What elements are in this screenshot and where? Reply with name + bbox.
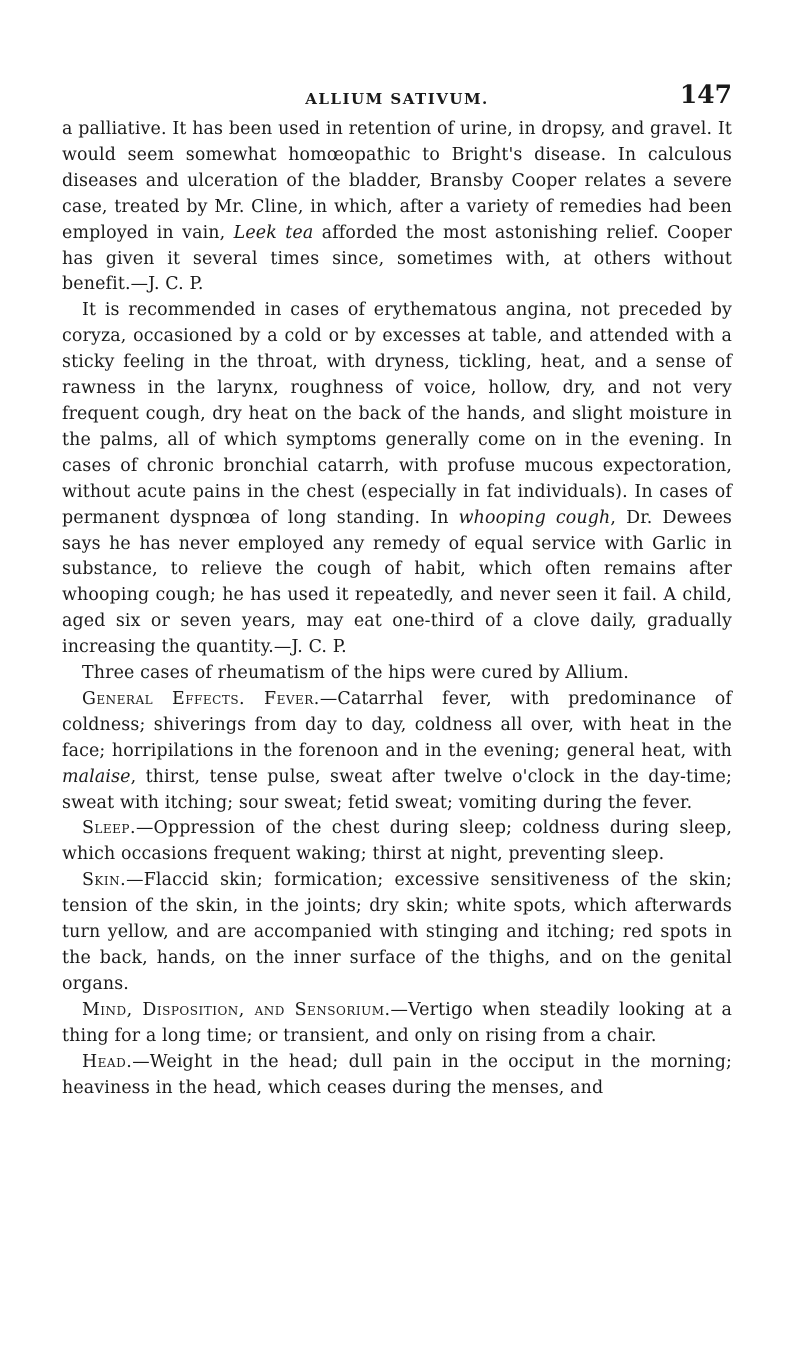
paragraph-general-effects-fever: [62, 687, 732, 817]
paragraph-skin: [62, 868, 732, 998]
text-run: —Weight in the head; dull pain in the occiput in the morning; heaviness in the head, which ceases during the menses, and: [62, 1051, 732, 1098]
italic-text: malaise: [62, 766, 131, 787]
paragraph-palliative: [62, 117, 732, 298]
section-heading: Head.: [82, 1051, 133, 1072]
text-run: —Oppression of the chest during sleep; coldness during sleep, which occasions frequent waking; thirst at night, preventing sleep.: [62, 818, 732, 865]
page-number: 147: [679, 80, 732, 109]
text-run: Three cases of rheumatism of the hips were cured by Allium.: [82, 663, 629, 684]
section-heading: General Effects. Fever.: [82, 688, 320, 709]
text-run: —Flaccid skin; formication; excessive sensitiveness of the skin; tension of the skin, in the joints; dry skin; white spots, which afterwards turn yellow, and are accompanied with stinging and itching; red spots in the back, hands, on the inner surface of the thighs, and on the genital organs.: [62, 870, 732, 994]
paragraph-rheumatism: [62, 661, 732, 687]
running-title: ALLIUM SATIVUM.: [305, 90, 489, 108]
text-run: , Dr. Dewees says he has never employed any remedy of equal service with Garlic in substance, to relieve the cough of habit, which often remains after whooping cough; he has used it repeatedly, and never seen it fail. A child, aged six or seven years, may eat one-third of a clove daily, gradually increasing the quantity.—J. C. P.: [62, 507, 733, 658]
section-heading: Skin.: [82, 870, 127, 891]
text-run: It is recommended in cases of erythematous angina, not preceded by coryza, occasioned by a cold or by excesses at table, and attended with a sticky feeling in the throat, with dryness, tickling, heat, and a sense of rawness in the larynx, roughness of voice, hollow, dry, and not very frequent cough, dry heat on the back of the hands, and slight moisture in the palms, all of which symptoms generally come on in the evening. In cases of chronic bronchial catarrh, with profuse mucous expectoration, without acute pains in the chest (especially in fat individuals). In cases of permanent dyspnœa of long standing. In: [62, 300, 732, 528]
section-heading: Mind, Disposition, and Sensorium.: [82, 999, 391, 1020]
italic-text: Leek tea: [233, 222, 314, 243]
body-text: [62, 117, 732, 1101]
text-run: —Catarrhal fever, with predominance of coldness; shiverings from day to day, coldness all over, with heat in the face; horripilations in the forenoon and in the evening; general heat, with: [62, 688, 732, 761]
paragraph-sleep: [62, 816, 732, 868]
text-run: afforded the most astonishing relief. Cooper has given it several times since, sometimes with, at others without benefit.—J. C. P.: [62, 222, 732, 295]
paragraph-erythematous-angina: [62, 298, 732, 661]
paragraph-head: [62, 1050, 732, 1102]
text-run: , thirst, tense pulse, sweat after twelve o'clock in the day-time; sweat with itching; sour sweat; fetid sweat; vomiting during the fever.: [62, 766, 732, 813]
paragraph-mind-disposition: [62, 998, 732, 1050]
text-run: —Vertigo when steadily looking at a thing for a long time; or transient, and only on rising from a chair.: [62, 999, 732, 1046]
text-run: a palliative. It has been used in retention of urine, in dropsy, and gravel. It would seem somewhat homœopathic to Bright's disease. In calculous diseases and ulceration of the bladder, Bransby Cooper relates a severe case, treated by Mr. Cline, in which, after a variety of remedies had been employed in vain,: [62, 119, 732, 243]
running-head: [62, 80, 732, 110]
section-heading: Sleep.: [82, 818, 137, 839]
italic-text: whooping cough: [458, 507, 611, 528]
